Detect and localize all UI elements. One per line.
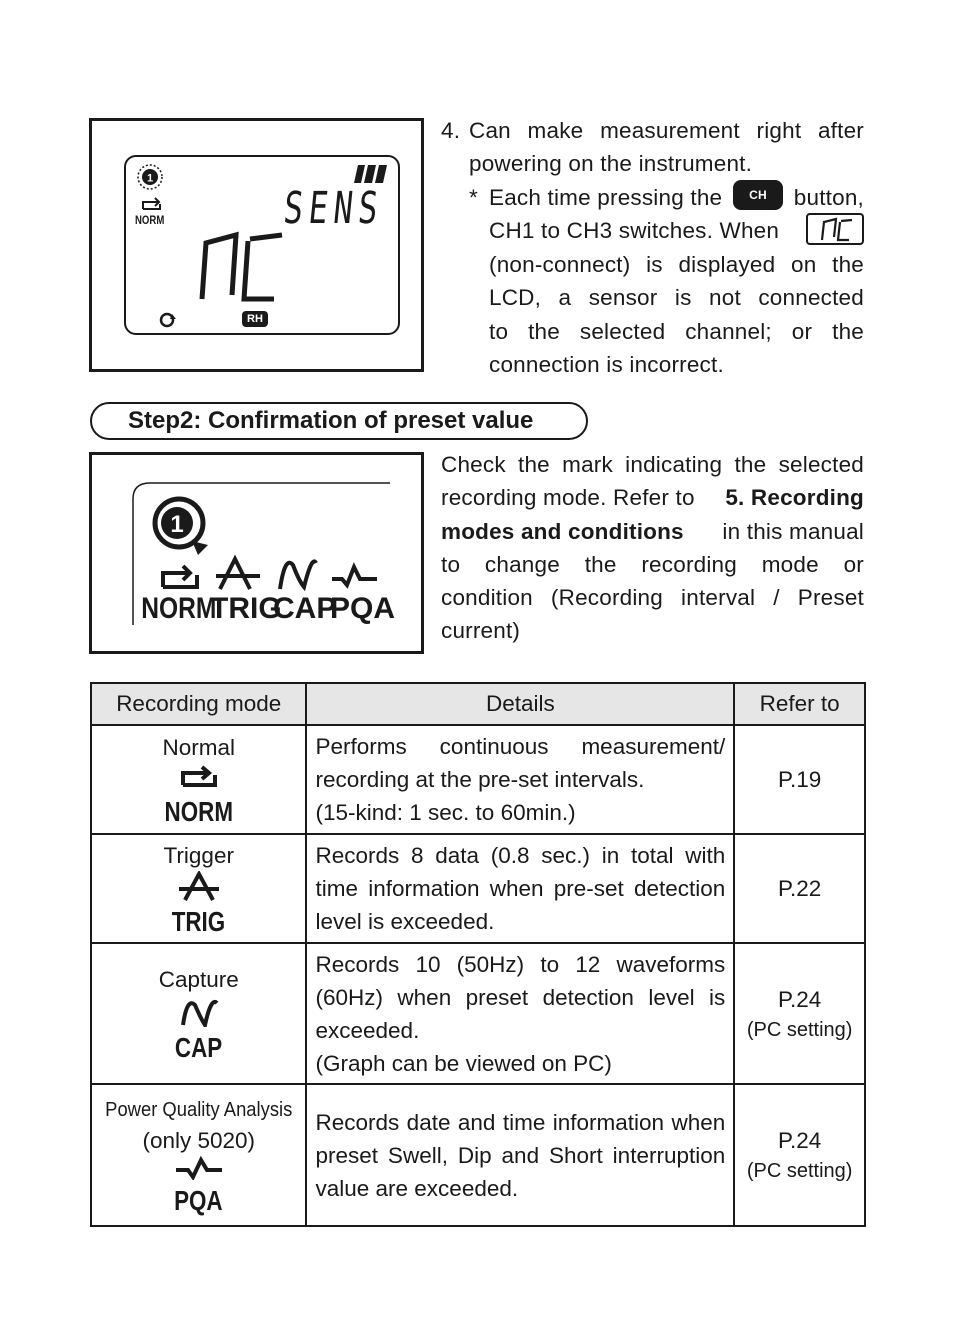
recording-modes-table <box>90 682 866 1227</box>
ref-note: (PC setting) <box>746 1160 853 1182</box>
ref-note: (PC setting) <box>746 1018 853 1041</box>
ref-page: P.24 <box>777 986 822 1012</box>
ref-page: P.24 <box>777 1128 822 1153</box>
svg-text:1: 1 <box>146 172 154 185</box>
check-line1: Check the mark indicating the selected <box>441 452 864 477</box>
item-number: 4. <box>441 118 461 143</box>
item4-line2: powering on the instrument. <box>469 151 753 176</box>
norm-icon <box>140 195 164 213</box>
mode-icon-label: NORM <box>164 795 233 827</box>
ref-page: P.22 <box>777 875 822 901</box>
norm-icon <box>163 566 197 587</box>
mode-name: Trigger <box>163 842 234 868</box>
lcd-label-norm: NORM <box>141 590 217 625</box>
trig-icon <box>177 871 221 901</box>
mode-name: Normal <box>162 734 235 760</box>
lcd-display-nc <box>89 118 424 372</box>
header-refer-to: Refer to <box>734 683 865 725</box>
trig-icon <box>216 559 260 589</box>
check-line3: modes and conditions in this manual <box>441 519 864 544</box>
cap-icon <box>177 995 221 1027</box>
mode-name: Capture <box>158 966 239 992</box>
ref-cell <box>734 725 865 834</box>
pqa-icon <box>174 1156 224 1180</box>
lcd-display-modes <box>89 452 424 654</box>
note-post: button, <box>793 185 864 210</box>
table-row <box>91 1084 865 1226</box>
table-row <box>91 943 865 1084</box>
table-row <box>91 725 865 834</box>
note-pre: Each time pressing the <box>489 185 723 210</box>
check-line4: to change the recording mode or <box>441 552 864 577</box>
table-row <box>91 834 865 943</box>
details-cell: Records 10 (50Hz) to 12 waveforms (60Hz) when preset detection level is exceeded. (Graph can be viewed on PC) <box>306 943 734 1084</box>
mode-cell <box>91 725 306 834</box>
item4-line7: to the selected channel; or the <box>489 319 864 344</box>
details-cell: Performs continuous measurement/ recording at the pre-set intervals. (15-kind: 1 sec. to 60min.) <box>306 725 734 834</box>
item4-line4: CH1 to CH3 switches. When <box>489 214 864 248</box>
table-header-row <box>91 683 865 725</box>
details-cell: Records date and time information when preset Swell, Dip and Short interruption value are exceeded. <box>306 1084 734 1226</box>
rh-badge: RH <box>242 311 268 327</box>
ref-page: P.19 <box>777 766 822 792</box>
mode-icon-label: PQA <box>174 1185 224 1216</box>
item4-line6: LCD, a sensor is not connected <box>489 285 864 310</box>
header-details: Details <box>306 683 734 725</box>
recording-modes-ref: 5. Recording <box>725 485 864 510</box>
mode-note: (only 5020) <box>142 1128 256 1153</box>
lcd-mode-screen <box>92 455 422 651</box>
nc-segment-text <box>194 229 284 305</box>
norm-icon <box>177 763 221 791</box>
check-line2: recording mode. Refer to 5. Recording <box>441 481 864 515</box>
check-line5: condition (Recording interval / Preset <box>441 585 864 610</box>
battery-icon <box>354 163 390 185</box>
recording-icon <box>158 311 178 329</box>
ref-cell <box>734 834 865 943</box>
mode-cell <box>91 1084 306 1226</box>
mode-icon-label: CAP <box>175 1031 223 1063</box>
lcd-label-pqa: PQA <box>330 592 396 625</box>
item4-line1: Can make measurement right after <box>469 118 864 143</box>
norm-label: NORM <box>135 213 165 227</box>
details-cell: Records 8 data (0.8 sec.) in total with time information when pre-set detection level is exceeded. <box>306 834 734 943</box>
lcd-label-cap: CAP <box>273 592 337 625</box>
check-line6: current) <box>441 618 521 643</box>
lcd-label-trig: TRIG <box>210 592 282 625</box>
item4-line5: (non-connect) is displayed on the <box>489 252 864 277</box>
note-star: * <box>469 185 478 210</box>
item4-line8: connection is incorrect. <box>489 352 724 377</box>
mode-cell <box>91 834 306 943</box>
mode-cell <box>91 943 306 1084</box>
channel-1-label: 1 <box>170 511 184 538</box>
cap-icon <box>280 561 316 589</box>
mode-icon-label: TRIG <box>171 905 226 937</box>
nc-indicator-icon <box>806 213 864 245</box>
ch-button-icon: CH <box>733 180 783 210</box>
lcd-screen <box>124 155 400 335</box>
header-recording-mode: Recording mode <box>91 683 306 725</box>
ref-cell <box>734 943 865 1084</box>
step2-heading: Step2: Confirmation of preset value <box>90 402 588 440</box>
pqa-icon <box>332 567 377 585</box>
channel-1-icon <box>136 163 166 193</box>
ref-cell <box>734 1084 865 1226</box>
sens-text: SENS <box>281 183 386 234</box>
item4-note-line <box>489 181 864 215</box>
mode-name: Power Quality Analysis <box>105 1099 293 1121</box>
